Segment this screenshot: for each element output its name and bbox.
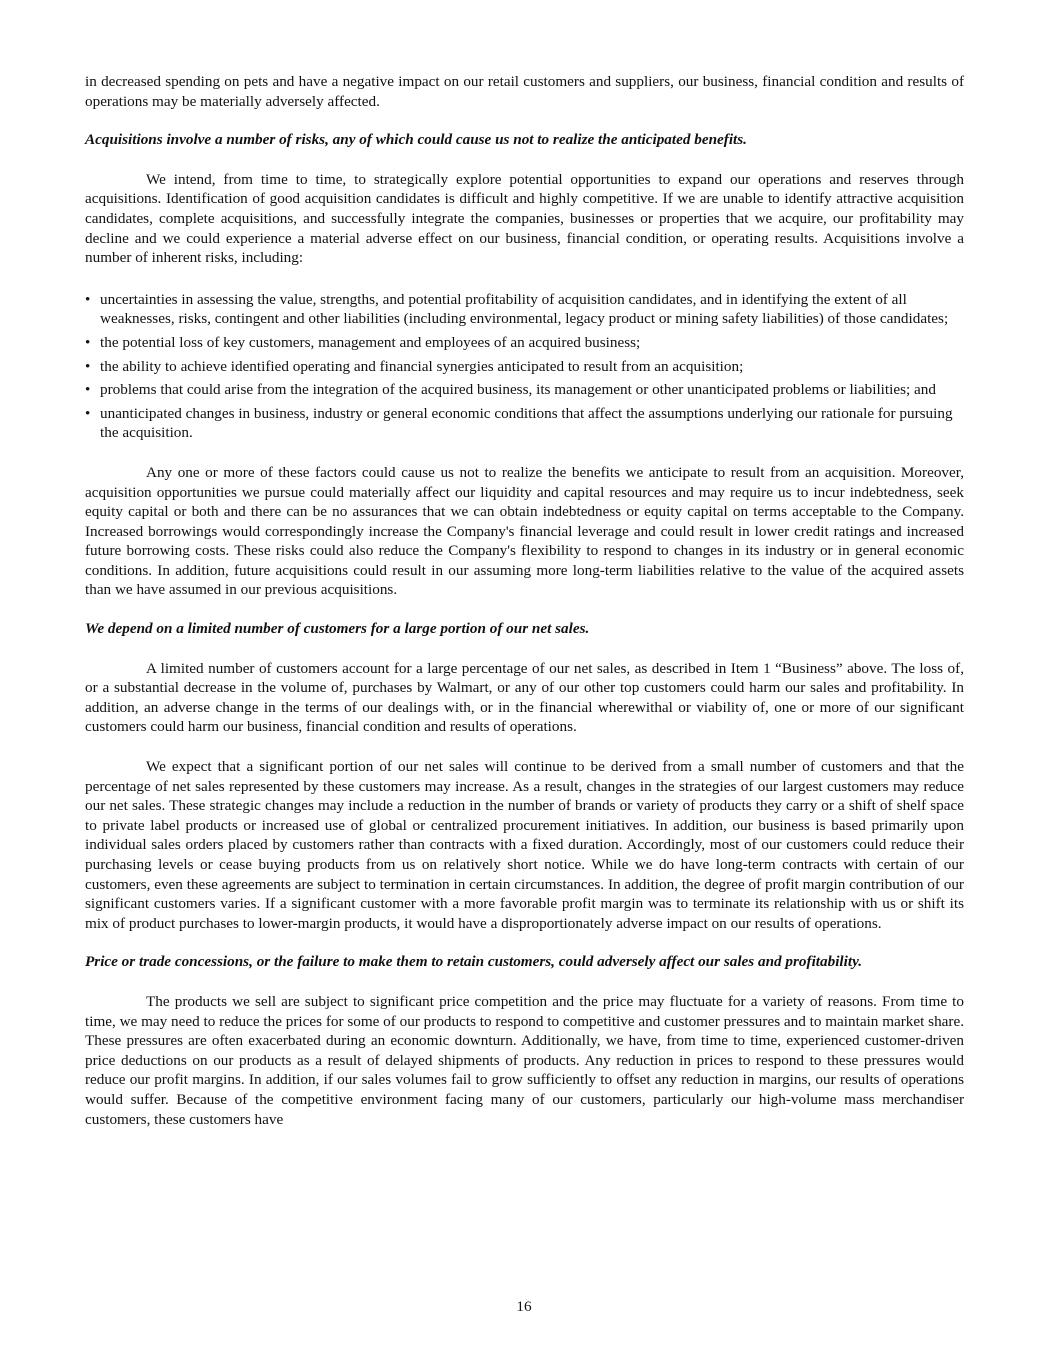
- customers-paragraph-1: A limited number of customers account for a large percentage of our net sales, as described in Item 1 “Business” above. The loss of, or a substantial decrease in the volume of, purchases by Walmart, or any of our other top customers could harm our sales and profitability. In addition, an adverse change in the terms of our dealings with, or in the financial wherewithal or viability of, one or more of our significant customers could harm our business, financial condition and results of operations.: [85, 659, 964, 736]
- bullet-icon: •: [85, 357, 91, 375]
- list-item: [85, 380, 964, 400]
- price-paragraph-1: The products we sell are subject to significant price competition and the price may fluctuate for a variety of reasons. From time to time, we may need to reduce the prices for some of our products to respond to competitive and customer pressures and to maintain market share. These pressures are often exacerbated during an economic downturn. Additionally, we have, from time to time, experienced customer-driven price deductions on our products as a result of delayed shipments of products. Any reduction in prices to respond to these pressures would reduce our profit margins. In addition, if our sales volumes fail to grow sufficiently to offset any reduction in margins, our results of operations would suffer. Because of the competitive environment facing many of our customers, particularly our high-volume mass merchandiser customers, these customers have: [85, 992, 964, 1128]
- bullet-icon: •: [85, 381, 91, 399]
- list-item-text: the potential loss of key customers, management and employees of an acquired business;: [100, 333, 641, 351]
- section-heading-acquisitions: Acquisitions involve a number of risks, any of which could cause us not to realize the anticipated benefits.: [85, 131, 747, 149]
- acquisitions-paragraph-2: Any one or more of these factors could cause us not to realize the benefits we anticipate to result from an acquisition. Moreover, acquisition opportunities we pursue could materially affect our liquidity and capital resources and may require us to incur indebtedness, seek equity capital or both and there can be no assurances that we can obtain indebtedness or equity capital on terms acceptable to the Company. Increased borrowings would correspondingly increase the Company's financial leverage and could result in lower credit ratings and increased future borrowing costs. These risks could also reduce the Company's flexibility to respond to changes in its industry or in general economic conditions. In addition, future acquisitions could result in our assuming more long-term liabilities relative to the value of the acquired assets than we have assumed in our previous acquisitions.: [85, 463, 964, 599]
- list-item: [85, 404, 964, 443]
- list-item-text: uncertainties in assessing the value, strengths, and potential profitability of acquisition candidates, and in identifying the extent of all weaknesses, risks, contingent and other liabilities (including environmental, legacy product or mining safety liabilities) of those candidates;: [100, 290, 949, 328]
- list-item: [85, 357, 964, 377]
- section-heading-price-concessions: Price or trade concessions, or the failure to make them to retain customers, could adversely affect our sales and profitability.: [85, 953, 863, 971]
- acquisition-risks-list: [85, 290, 964, 443]
- intro-paragraph: in decreased spending on pets and have a negative impact on our retail customers and suppliers, our business, financial condition and results of operations may be materially adversely affected.: [85, 73, 964, 110]
- page-number: 16: [516, 1298, 532, 1315]
- bullet-icon: •: [85, 333, 91, 351]
- list-item-text: unanticipated changes in business, industry or general economic conditions that affect the assumptions underlying our rationale for pursuing the acquisition.: [100, 404, 953, 442]
- section-heading-customers: We depend on a limited number of customers for a large portion of our net sales.: [85, 620, 590, 638]
- document-page: [85, 72, 964, 1129]
- bullet-icon: •: [85, 290, 91, 308]
- bullet-icon: •: [85, 404, 91, 422]
- customers-paragraph-2: We expect that a significant portion of our net sales will continue to be derived from a small number of customers and that the percentage of net sales represented by these customers may increase. As a result, changes in the strategies of our largest customers may reduce our net sales. These strategic changes may include a reduction in the number of brands or variety of products they carry or a shift of shelf space to private label products or increased use of global or centralized procurement initiatives. In addition, our business is based primarily upon individual sales orders placed by customers rather than contracts with a fixed duration. Accordingly, most of our customers could reduce their purchasing levels or cease buying products from us on relatively short notice. While we do have long-term contracts with certain of our customers, even these agreements are subject to termination in certain circumstances. In addition, the degree of profit margin contribution of our significant customers varies. If a significant customer with a more favorable profit margin was to terminate its relationship with us or shift its mix of product purchases to lower-margin products, it would have a disproportionately adverse impact on our results of operations.: [85, 758, 964, 932]
- list-item-text: the ability to achieve identified operating and financial synergies anticipated to result from an acquisition;: [100, 357, 744, 375]
- list-item: [85, 290, 964, 329]
- list-item-text: problems that could arise from the integration of the acquired business, its management or other unanticipated problems or liabilities; and: [100, 381, 936, 399]
- acquisitions-paragraph-1: We intend, from time to time, to strategically explore potential opportunities to expand our operations and reserves through acquisitions. Identification of good acquisition candidates is difficult and highly competitive. If we are unable to identify attractive acquisition candidates, complete acquisitions, and successfully integrate the companies, businesses or properties that we acquire, our profitability may decline and we could experience a material adverse effect on our business, financial condition, or operating results. Acquisitions involve a number of inherent risks, including:: [85, 170, 964, 267]
- list-item: [85, 333, 964, 353]
